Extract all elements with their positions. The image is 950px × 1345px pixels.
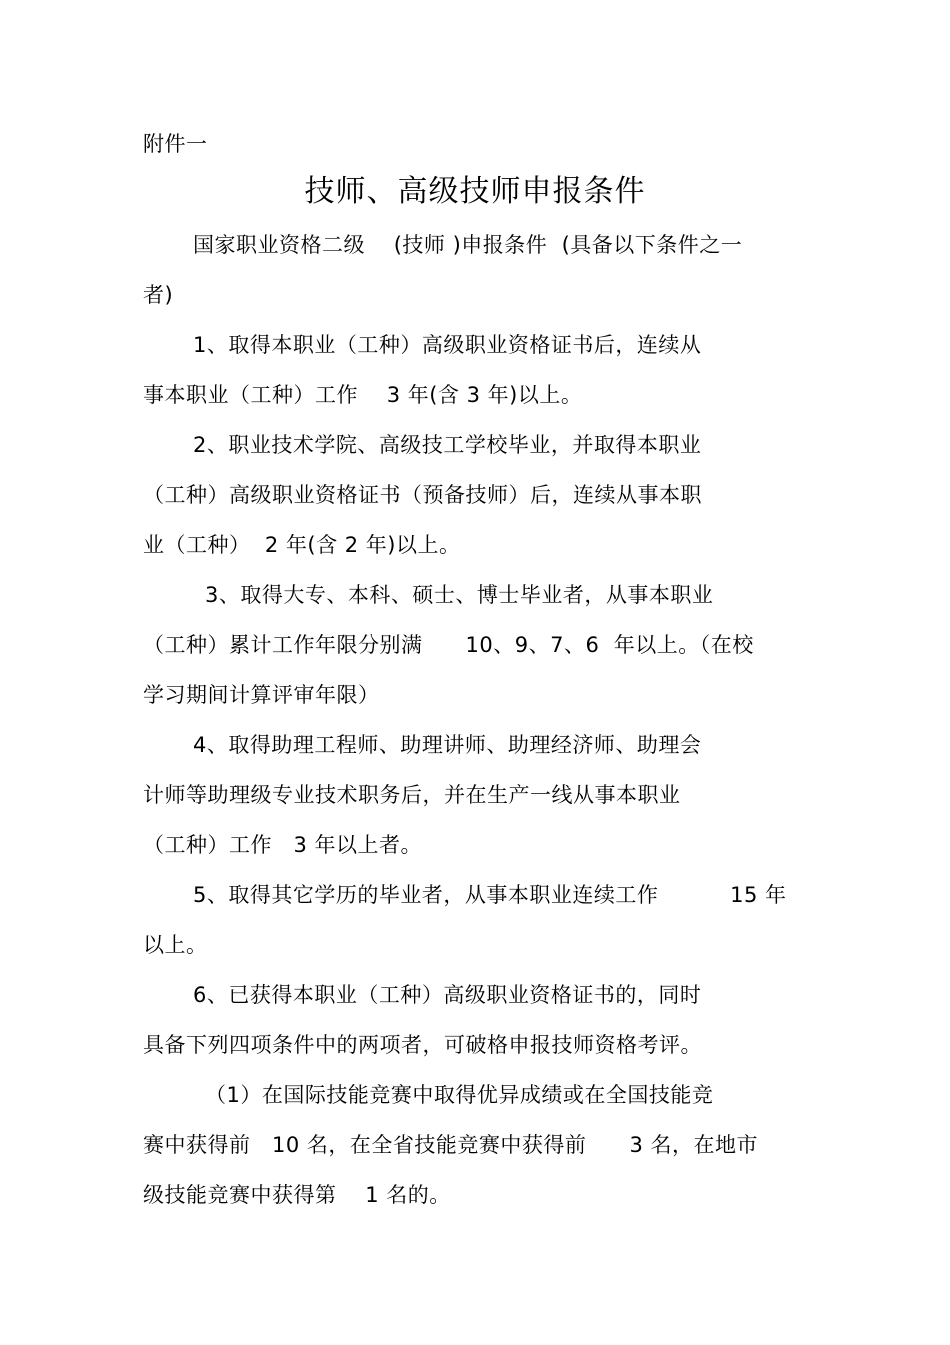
- item-6-line-2: 具备下列四项条件中的两项者，可破格申报技师资格考评。: [143, 1033, 702, 1057]
- item-4-line-3: （工种）工作 3 年以上者。: [143, 833, 423, 857]
- item-5-line-2: 以上。: [143, 933, 208, 957]
- sub-item-1-line-1: （1）在国际技能竞赛中取得优异成绩或在全国技能竞: [205, 1083, 714, 1107]
- sub-item-1-line-2: 赛中获得前 10 名，在全省技能竞赛中获得前 3 名，在地市: [143, 1133, 759, 1157]
- item-4-line-1: 4、取得助理工程师、助理讲师、助理经济师、助理会: [193, 733, 702, 757]
- item-4-line-2: 计师等助理级专业技术职务后，并在生产一线从事本职业: [143, 783, 681, 807]
- item-6-line-1: 6、已获得本职业（工种）高级职业资格证书的，同时: [193, 983, 702, 1007]
- item-1-line-2: 事本职业（工种）工作 3 年(含 3 年)以上。: [143, 383, 583, 407]
- item-2-line-2: （工种）高级职业资格证书（预备技师）后，连续从事本职: [143, 483, 702, 507]
- intro-line-2: 者): [143, 283, 174, 307]
- attachment-label: 附件一: [143, 132, 208, 156]
- document-title: 技师、高级技师申报条件: [304, 174, 646, 209]
- item-5-line-1: 5、取得其它学历的毕业者，从事本职业连续工作 15 年: [193, 883, 787, 907]
- sub-item-1-line-3: 级技能竞赛中获得第 1 名的。: [143, 1183, 451, 1207]
- item-1-line-1: 1、取得本职业（工种）高级职业资格证书后，连续从: [193, 333, 702, 357]
- item-3-line-1: 3、取得大专、本科、硕士、博士毕业者，从事本职业: [205, 583, 714, 607]
- item-2-line-3: 业（工种） 2 年(含 2 年)以上。: [143, 533, 461, 557]
- item-3-line-2: （工种）累计工作年限分别满 10、9、7、6 年以上。（在校: [143, 633, 754, 657]
- item-2-line-1: 2、职业技术学院、高级技工学校毕业，并取得本职业: [193, 433, 702, 457]
- intro-line-1: 国家职业资格二级 (技师 )申报条件 (具备以下条件之一: [193, 233, 743, 257]
- item-3-line-3: 学习期间计算评审年限）: [143, 683, 380, 707]
